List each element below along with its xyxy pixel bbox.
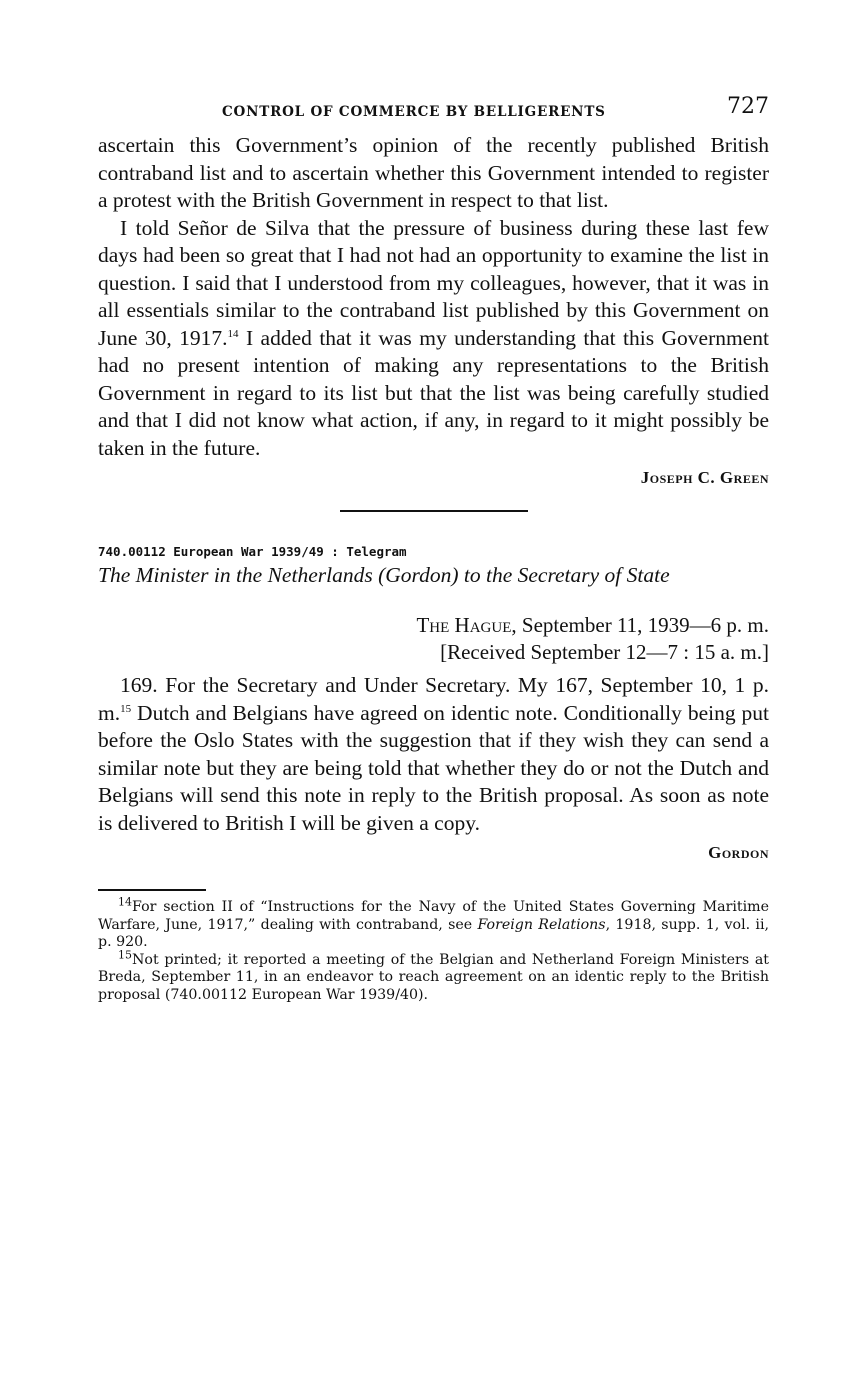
memo-paragraph-2 (98, 215, 769, 463)
footnote-14-number: 14 (118, 895, 132, 909)
footnote-14 (98, 895, 770, 952)
footnotes (98, 895, 770, 1004)
footnote-14-text-a: For section II of “Instructions for the Navy of the United States Governing Maritime Warfare, June, 1917,” dealing with contraband, see (98, 899, 769, 933)
telegram-dateline (98, 612, 769, 666)
telegram-sent-line (98, 612, 769, 639)
telegram-text-a: 169. For the Secretary and Under Secretary. My 167, September 10, 1 p. m. (98, 673, 769, 725)
telegram-text-b: Dutch and Belgians have agreed on identic note. Conditionally being put before the Oslo States with the suggestion that if they wish they can send a similar note but they are being told that whether they do or not the Dutch and Belgians will send this note in reply to the British proposal. As soon as note is delivered to British I will be given a copy. (98, 700, 769, 835)
telegram-place: The Hague (416, 613, 512, 637)
page-number: 727 (727, 94, 769, 119)
telegram-date: , September 11, 1939—6 p. m. (511, 613, 769, 637)
memo-paragraph-1: ascertain this Government’s opinion of the recently published British contraband list and to ascertain whether this Government intended to register a protest with the British Government in respect to that list. (98, 133, 769, 212)
footnote-15-text: Not printed; it reported a meeting of the Belgian and Netherland Foreign Ministers at Breda, September 11, in an endeavor to reach agreement on an identic reply to the British proposal (740.00112 European War 1939/40). (98, 951, 769, 1003)
footnote-ref-14[interactable]: 14 (227, 327, 239, 340)
footnote-ref-15[interactable]: 15 (120, 702, 132, 715)
footnote-14-text-b: , 1918, supp. 1, vol. ii, p. 920. (98, 916, 770, 950)
telegram-signature: Gordon (708, 843, 769, 862)
file-reference: 740.00112 European War 1939/49 : Telegram (98, 544, 407, 559)
running-title: CONTROL OF COMMERCE BY BELLIGERENTS (222, 104, 606, 120)
telegram-body (98, 672, 769, 837)
document-page (98, 92, 769, 1004)
footnote-15-number: 15 (118, 947, 132, 961)
memo-signature: Joseph C. Green (640, 468, 769, 487)
telegram-paragraph (98, 672, 769, 837)
memo-paragraph-2-text-b: I added that it was my understanding that this Government had no present intention of making any representations to the British Government in regard to its list but that the list was being carefully studied and that I did not know what action, if any, in regard to it might possibly be taken in the future. (98, 325, 769, 460)
telegram-heading: The Minister in the Netherlands (Gordon) to the Secretary of State (98, 563, 670, 587)
footnote-15 (98, 947, 769, 1005)
running-head (98, 92, 769, 132)
section-divider (340, 510, 528, 512)
memo-body (98, 132, 769, 462)
memo-paragraph-2-text-a: I told Señor de Silva that the pressure of business during these last few days had been so great that I had not had an opportunity to examine the list in question. I said that I understood from my colleagues, however, that it was in all essentials similar to the contraband list published by this Government on June 30, 1917. (98, 215, 769, 350)
telegram-received: [Received September 12—7 : 15 a. m.] (440, 640, 769, 664)
footnote-divider (98, 889, 206, 891)
footnote-14-italic: Foreign Relations (477, 916, 606, 933)
